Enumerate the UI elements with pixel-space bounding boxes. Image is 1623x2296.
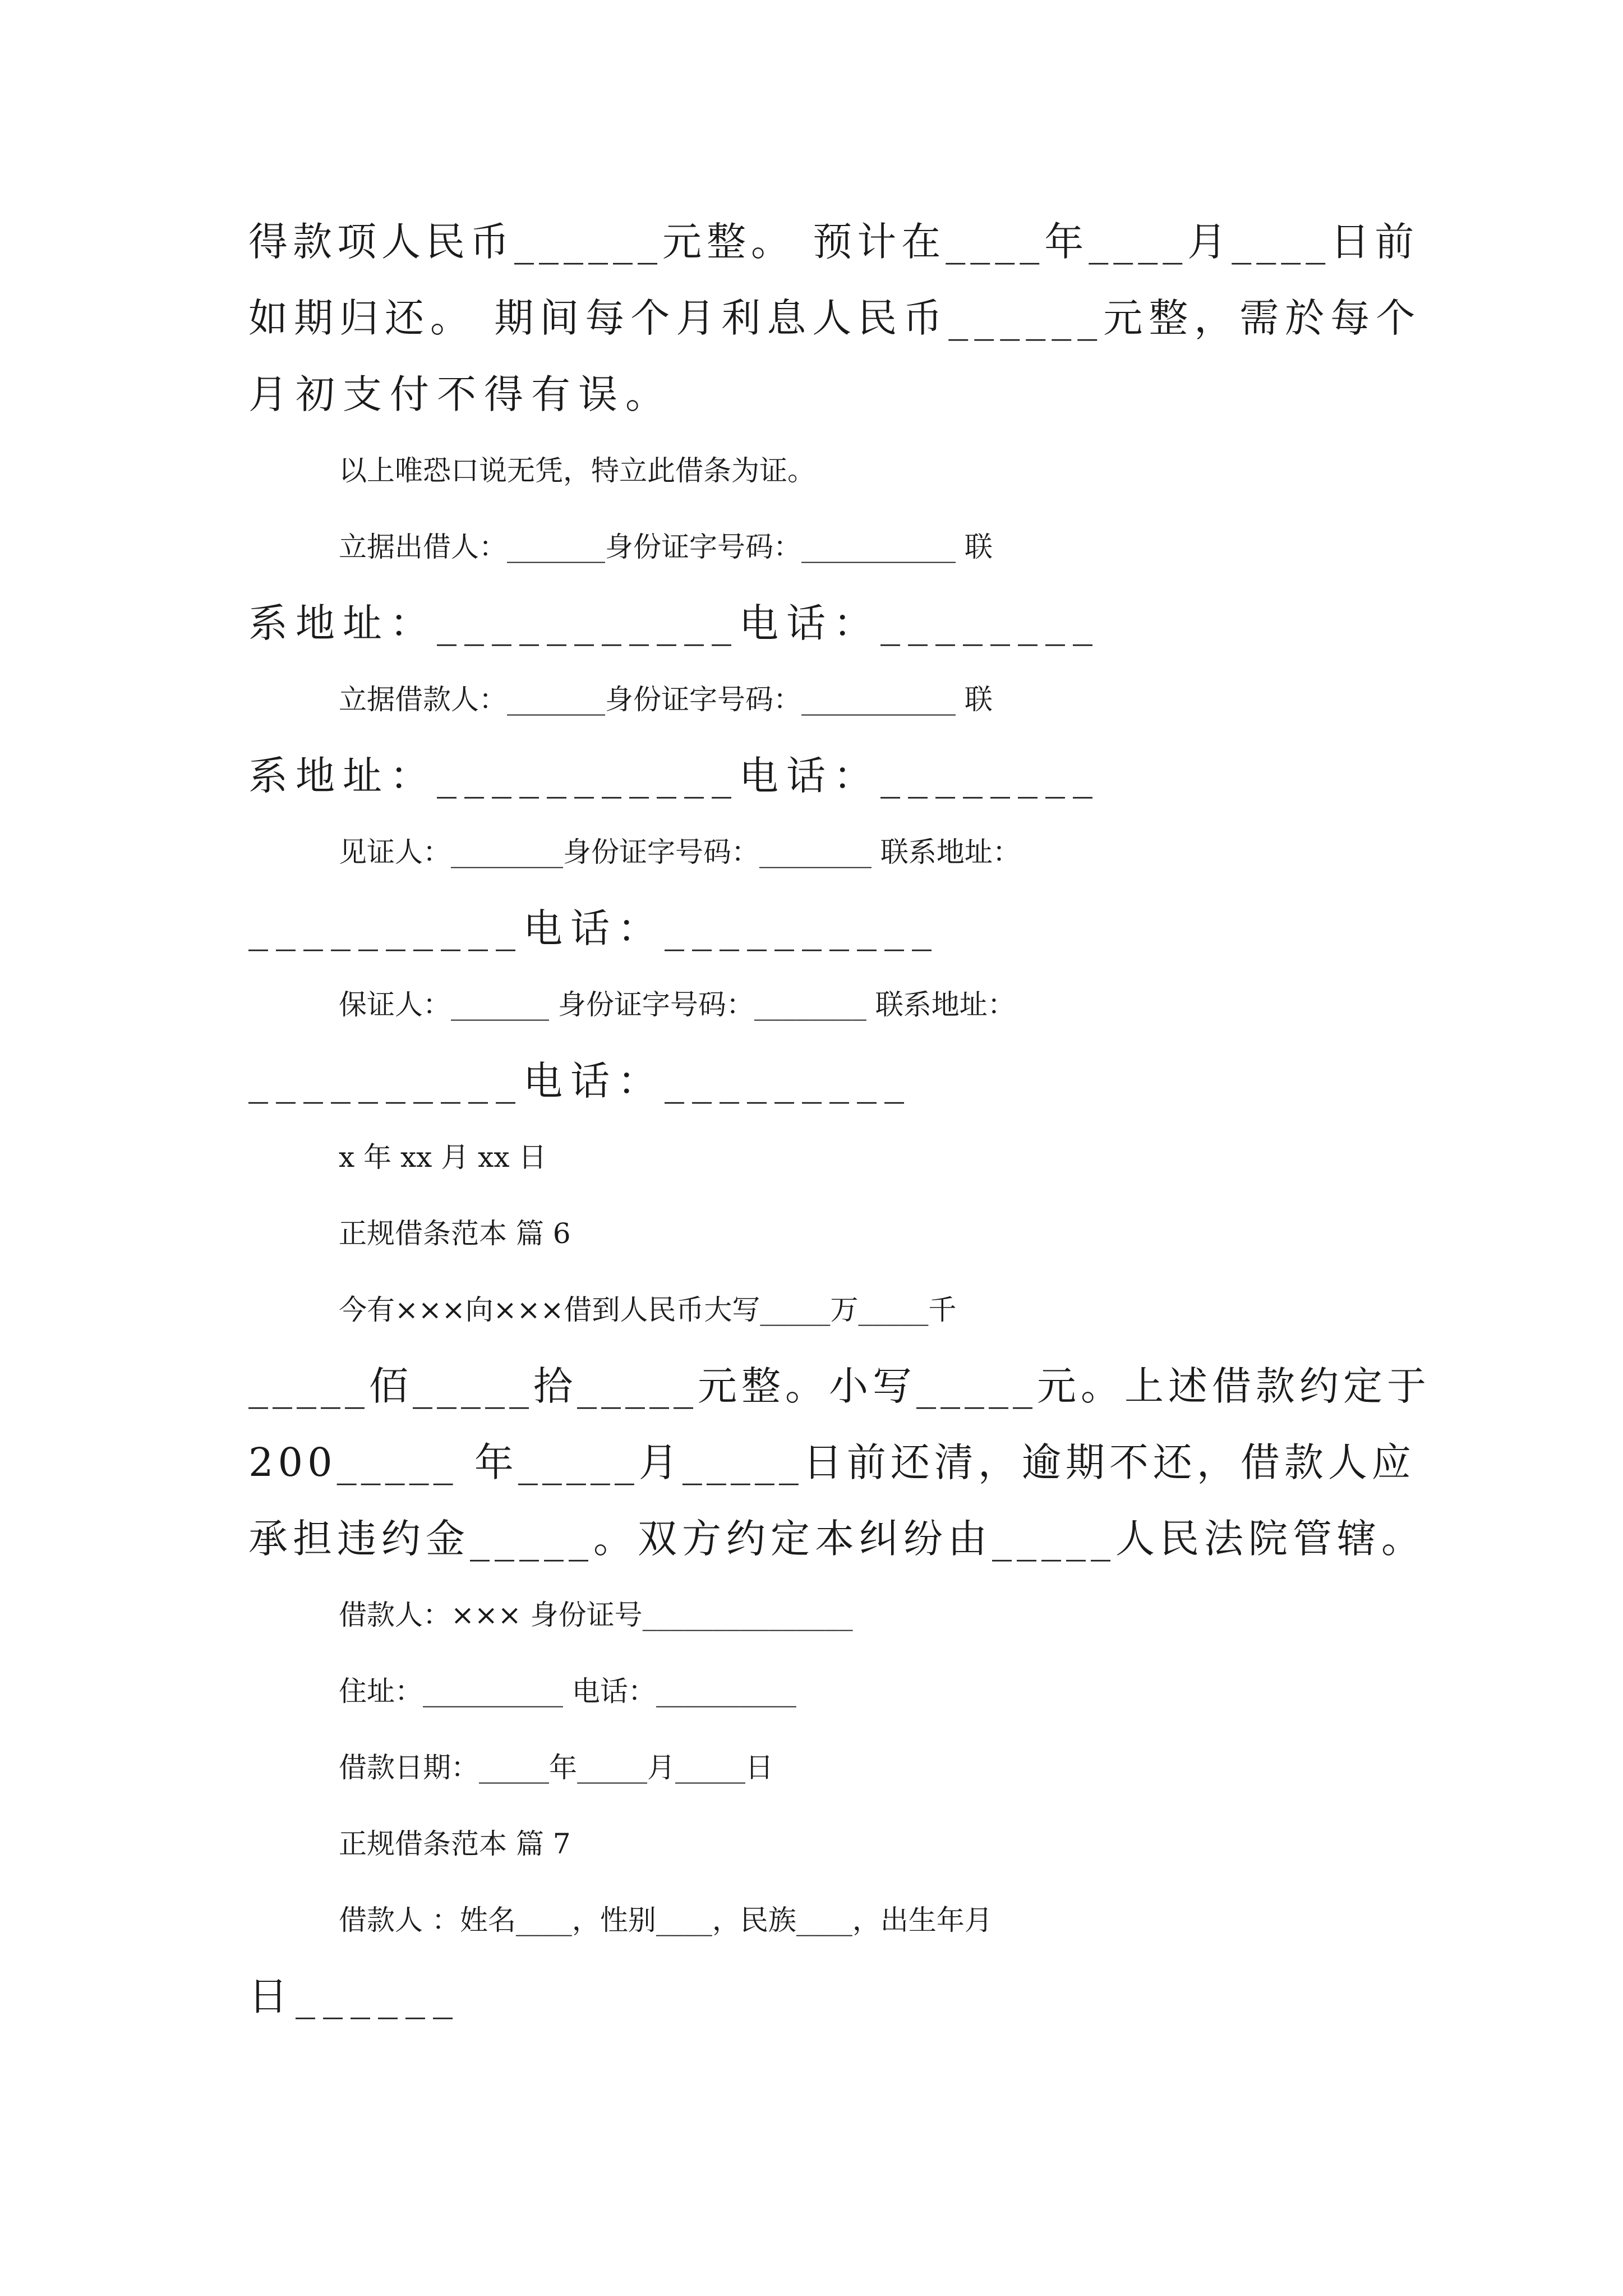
date-line: x 年 xx 月 xx 日 (339, 1141, 547, 1174)
paragraph-line: 如期归还。 期间每个月利息人民币______元整，需於每个 (248, 295, 1422, 341)
section-heading: 正规借条范本 篇 7 (339, 1828, 571, 1860)
borrower-id-line: 借款人：××× 身份证号_______________ (339, 1599, 853, 1631)
guarantor-contact-line: __________电话：_________ (248, 1058, 912, 1104)
paragraph-line: 今有×××向×××借到人民币大写_____万_____千 (339, 1294, 957, 1326)
witness-contact-line: __________电话：__________ (248, 905, 939, 951)
lender-contact-line: 系地址：___________电话：________ (248, 600, 1100, 646)
paragraph-line: 日______ (248, 1973, 460, 2019)
paragraph-line: 200_____ 年_____月_____日前还清，逾期不还，借款人应 (248, 1439, 1415, 1485)
loan-date-line: 借款日期：_____年_____月_____日 (339, 1751, 773, 1784)
lender-line: 立据出借人：_______身份证字号码：___________ 联 (339, 531, 993, 563)
paragraph-line: 以上唯恐口说无凭，特立此借条为证。 (339, 454, 815, 487)
guarantor-line: 保证人：_______ 身份证字号码：________ 联系地址： (339, 988, 1016, 1021)
borrower-line: 立据借款人：_______身份证字号码：___________ 联 (339, 683, 993, 716)
paragraph-line: 承担违约金_____。双方约定本纠纷由_____人民法院管辖。 (248, 1516, 1426, 1562)
address-line: 住址：__________ 电话：__________ (339, 1675, 796, 1708)
witness-line: 见证人：________身份证字号码：________ 联系地址： (339, 836, 1021, 868)
paragraph-line: _____佰_____拾_____元整。小写_____元。上述借款约定于 (248, 1363, 1431, 1409)
paragraph-line: 借款人 ：姓名____，性别____，民族____，出生年月 (339, 1904, 993, 1936)
section-heading: 正规借条范本 篇 6 (339, 1217, 571, 1250)
borrower-contact-line: 系地址：___________电话：________ (248, 753, 1100, 799)
paragraph-line: 月初支付不得有误。 (248, 371, 672, 417)
paragraph-line: 得款项人民币______元整。 预计在____年____月____日前 (248, 219, 1419, 265)
